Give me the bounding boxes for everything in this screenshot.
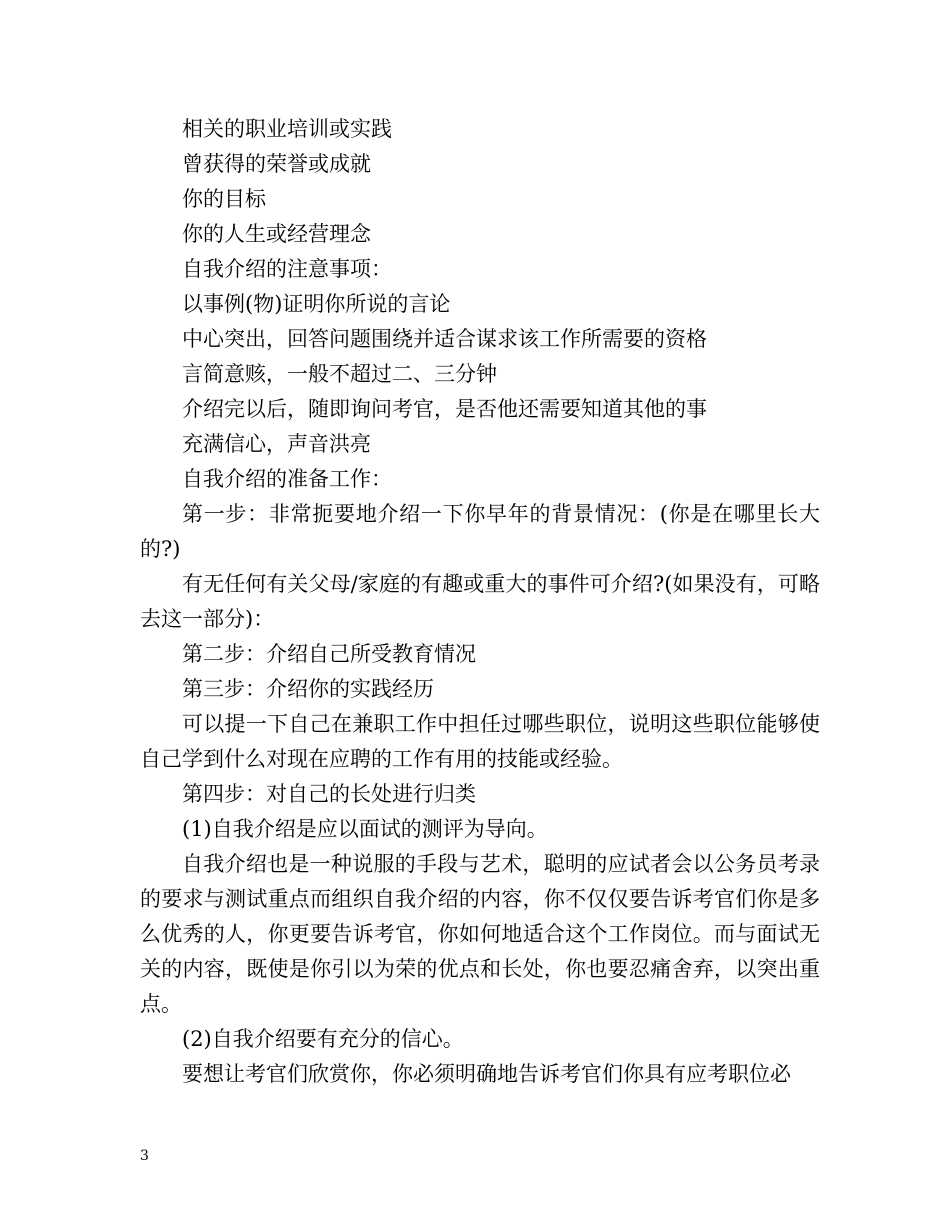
- document-body: [140, 112, 820, 1092]
- paragraph: 言简意赅，一般不超过二、三分钟: [182, 362, 497, 386]
- paragraph: 你的目标: [182, 187, 266, 211]
- paragraph: 第二步：介绍自己所受教育情况: [182, 642, 476, 666]
- paragraph: 第四步：对自己的长处进行归类: [182, 782, 476, 806]
- paragraph: 第一步：非常扼要地介绍一下你早年的背景情况：(你是在哪里长大的?): [140, 502, 820, 561]
- paragraph: (2)自我介绍要有充分的信心。: [182, 1027, 464, 1051]
- paragraph: 充满信心，声音洪亮: [182, 432, 371, 456]
- paragraph: 中心突出，回答问题围绕并适合谋求该工作所需要的资格: [182, 327, 707, 351]
- section-heading: 自我介绍的注意事项：: [182, 257, 392, 281]
- page-number: 3: [140, 1148, 149, 1164]
- paragraph: 曾获得的荣誉或成就: [182, 152, 371, 176]
- paragraph: 有无任何有关父母/家庭的有趣或重大的事件可介绍?(如果没有，可略去这一部分)：: [140, 572, 820, 631]
- paragraph: 相关的职业培训或实践: [182, 117, 392, 141]
- paragraph: 要想让考官们欣赏你，你必须明确地告诉考官们你具有应考职位必: [182, 1062, 791, 1086]
- paragraph: (1)自我介绍是应以面试的测评为导向。: [182, 817, 548, 841]
- paragraph: 第三步：介绍你的实践经历: [182, 677, 434, 701]
- paragraph: 介绍完以后，随即询问考官，是否他还需要知道其他的事: [182, 397, 707, 421]
- paragraph: 自我介绍也是一种说服的手段与艺术，聪明的应试者会以公务员考录的要求与测试重点而组织自我介绍的内容，你不仅仅要告诉考官们你是多么优秀的人，你更要告诉考官，你如何地适合这个工作岗位。而与面试无关的内容，既使是你引以为荣的优点和长处，你也要忍痛舍弃，以突出重点。: [140, 852, 820, 1016]
- paragraph: 你的人生或经营理念: [182, 222, 371, 246]
- section-heading: 自我介绍的准备工作：: [182, 467, 392, 491]
- paragraph: 以事例(物)证明你所说的言论: [182, 292, 451, 316]
- paragraph: 可以提一下自己在兼职工作中担任过哪些职位，说明这些职位能够使自己学到什么对现在应聘的工作有用的技能或经验。: [140, 712, 820, 771]
